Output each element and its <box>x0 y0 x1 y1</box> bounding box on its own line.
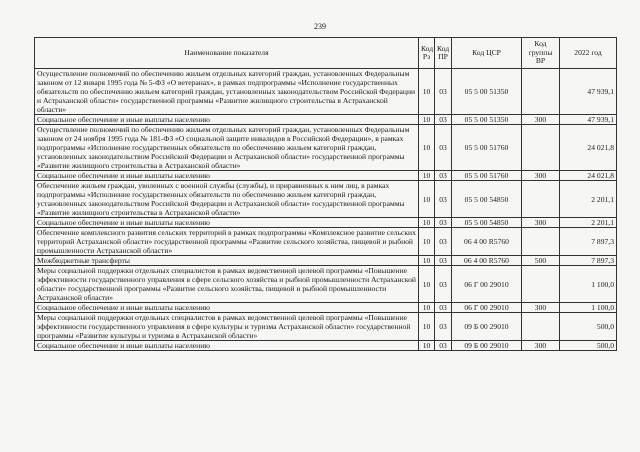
row-pr: 03 <box>435 181 452 218</box>
table-row <box>35 69 617 115</box>
row-amount: 7 897,3 <box>560 256 617 266</box>
row-vr <box>522 313 560 341</box>
header-pr: Код ПР <box>435 38 452 69</box>
row-pr: 03 <box>435 171 452 181</box>
row-pr: 03 <box>435 303 452 313</box>
row-pr: 03 <box>435 218 452 228</box>
row-pr: 03 <box>435 313 452 341</box>
row-pr: 03 <box>435 228 452 256</box>
row-amount: 7 897,3 <box>560 228 617 256</box>
row-vr: 300 <box>522 341 560 351</box>
row-rz: 10 <box>419 218 435 228</box>
row-rz: 10 <box>419 341 435 351</box>
row-vr <box>522 181 560 218</box>
table-header-row <box>35 38 617 69</box>
row-rz: 10 <box>419 303 435 313</box>
row-csr: 09 Б 00 29010 <box>452 341 522 351</box>
row-csr: 05 5 00 51350 <box>452 115 522 125</box>
header-rz: Код Рз <box>419 38 435 69</box>
row-rz: 10 <box>419 313 435 341</box>
row-name: Социальное обеспечение и иные выплаты населению <box>35 115 419 125</box>
row-vr <box>522 266 560 303</box>
table-row <box>35 303 617 313</box>
row-name: Межбюджетные трансферты <box>35 256 419 266</box>
row-name: Социальное обеспечение и иные выплаты населению <box>35 303 419 313</box>
row-rz: 10 <box>419 115 435 125</box>
table-row <box>35 341 617 351</box>
row-name: Обеспечение комплексного развития сельских территорий в рамках подпрограммы «Комплексное развитие сельских территорий Астраханской области» государственной программы «Развитие сельского хозяйства, пищевой и рыбной промышленности Астраханской области» <box>35 228 419 256</box>
table-row <box>35 181 617 218</box>
table-row <box>35 266 617 303</box>
table-row <box>35 218 617 228</box>
row-amount: 24 021,8 <box>560 171 617 181</box>
row-vr: 300 <box>522 218 560 228</box>
row-amount: 24 021,8 <box>560 125 617 171</box>
row-name: Социальное обеспечение и иные выплаты населению <box>35 171 419 181</box>
table-row <box>35 228 617 256</box>
row-csr: 06 4 00 R5760 <box>452 228 522 256</box>
table-row <box>35 115 617 125</box>
row-csr: 06 Г 00 29010 <box>452 266 522 303</box>
row-amount: 2 201,1 <box>560 181 617 218</box>
header-vr: Код группы ВР <box>522 38 560 69</box>
row-amount: 47 939,1 <box>560 69 617 115</box>
row-rz: 10 <box>419 171 435 181</box>
row-amount: 1 100,0 <box>560 303 617 313</box>
row-name: Социальное обеспечение и иные выплаты населению <box>35 218 419 228</box>
table-row <box>35 171 617 181</box>
row-csr: 05 5 00 51760 <box>452 171 522 181</box>
row-csr: 06 Г 00 29010 <box>452 303 522 313</box>
row-vr: 300 <box>522 171 560 181</box>
row-csr: 05 5 00 51760 <box>452 125 522 171</box>
row-csr: 05 5 00 54850 <box>452 181 522 218</box>
row-csr: 05 5 00 51350 <box>452 69 522 115</box>
row-pr: 03 <box>435 125 452 171</box>
row-name: Осуществление полномочий по обеспечению жильем отдельных категорий граждан, установленных Федеральным законом от 12 января 1995 года № 5-ФЗ «О ветеранах», в рамках подпрограммы «Исполнение государственных обязательств по обеспечению жильем категорий граждан, установленных законодательством Российской Федерации и Астраханской области» государственной программы «Развитие жилищного строительства в Астраханской области» <box>35 69 419 115</box>
row-rz: 10 <box>419 266 435 303</box>
table-row <box>35 313 617 341</box>
row-amount: 2 201,1 <box>560 218 617 228</box>
row-vr: 300 <box>522 115 560 125</box>
table-row <box>35 125 617 171</box>
row-pr: 03 <box>435 115 452 125</box>
row-pr: 03 <box>435 266 452 303</box>
row-vr <box>522 69 560 115</box>
row-csr: 06 4 00 R5760 <box>452 256 522 266</box>
row-amount: 500,0 <box>560 341 617 351</box>
row-rz: 10 <box>419 125 435 171</box>
header-name: Наименование показателя <box>35 38 419 69</box>
row-amount: 1 100,0 <box>560 266 617 303</box>
row-pr: 03 <box>435 256 452 266</box>
header-csr: Код ЦСР <box>452 38 522 69</box>
row-csr: 09 Б 00 29010 <box>452 313 522 341</box>
row-name: Обеспечение жильем граждан, уволенных с военной службы (службы), и приравненных к ним лиц, в рамках подпрограммы «Исполнение государственных обязательств по обеспечению жильем категорий граждан, установленных законодательством Российской Федерации и Астраханской области» государственной программы «Развитие жилищного строительства в Астраханской области» <box>35 181 419 218</box>
row-amount: 47 939,1 <box>560 115 617 125</box>
row-rz: 10 <box>419 181 435 218</box>
row-vr <box>522 125 560 171</box>
row-pr: 03 <box>435 69 452 115</box>
row-csr: 05 5 00 54850 <box>452 218 522 228</box>
row-pr: 03 <box>435 341 452 351</box>
row-rz: 10 <box>419 69 435 115</box>
page-number: 239 <box>314 22 326 31</box>
header-year: 2022 год <box>560 38 617 69</box>
row-vr: 500 <box>522 256 560 266</box>
budget-table <box>34 37 617 351</box>
row-amount: 500,0 <box>560 313 617 341</box>
row-rz: 10 <box>419 256 435 266</box>
table-row <box>35 256 617 266</box>
row-name: Осуществление полномочий по обеспечению жильем отдельных категорий граждан, установленных Федеральным законом от 24 ноября 1995 года № 181-ФЗ «О социальной защите инвалидов в Российской Федерации», в рамках подпрограммы «Исполнение государственных обязательств по обеспечению жильем категорий граждан, установленных законодательством Российской Федерации и Астраханской области» государственной программы «Развитие жилищного строительства в Астраханской области» <box>35 125 419 171</box>
row-name: Меры социальной поддержки отдельных специалистов в рамках ведомственной целевой программы «Повышение эффективности государственного управления в сфере сельского хозяйства и рыбной промышленности Астраханской области» государственной программы «Развитие сельского хозяйства, пищевой и рыбной промышленности Астраханской области» <box>35 266 419 303</box>
row-vr: 300 <box>522 303 560 313</box>
row-name: Меры социальной поддержки отдельных специалистов в рамках ведомственной целевой программы «Повышение эффективности государственного управления в сфере культуры и туризма Астраханской области» государственной программы «Развитие культуры и туризма в Астраханской области» <box>35 313 419 341</box>
row-rz: 10 <box>419 228 435 256</box>
row-vr <box>522 228 560 256</box>
row-name: Социальное обеспечение и иные выплаты населению <box>35 341 419 351</box>
